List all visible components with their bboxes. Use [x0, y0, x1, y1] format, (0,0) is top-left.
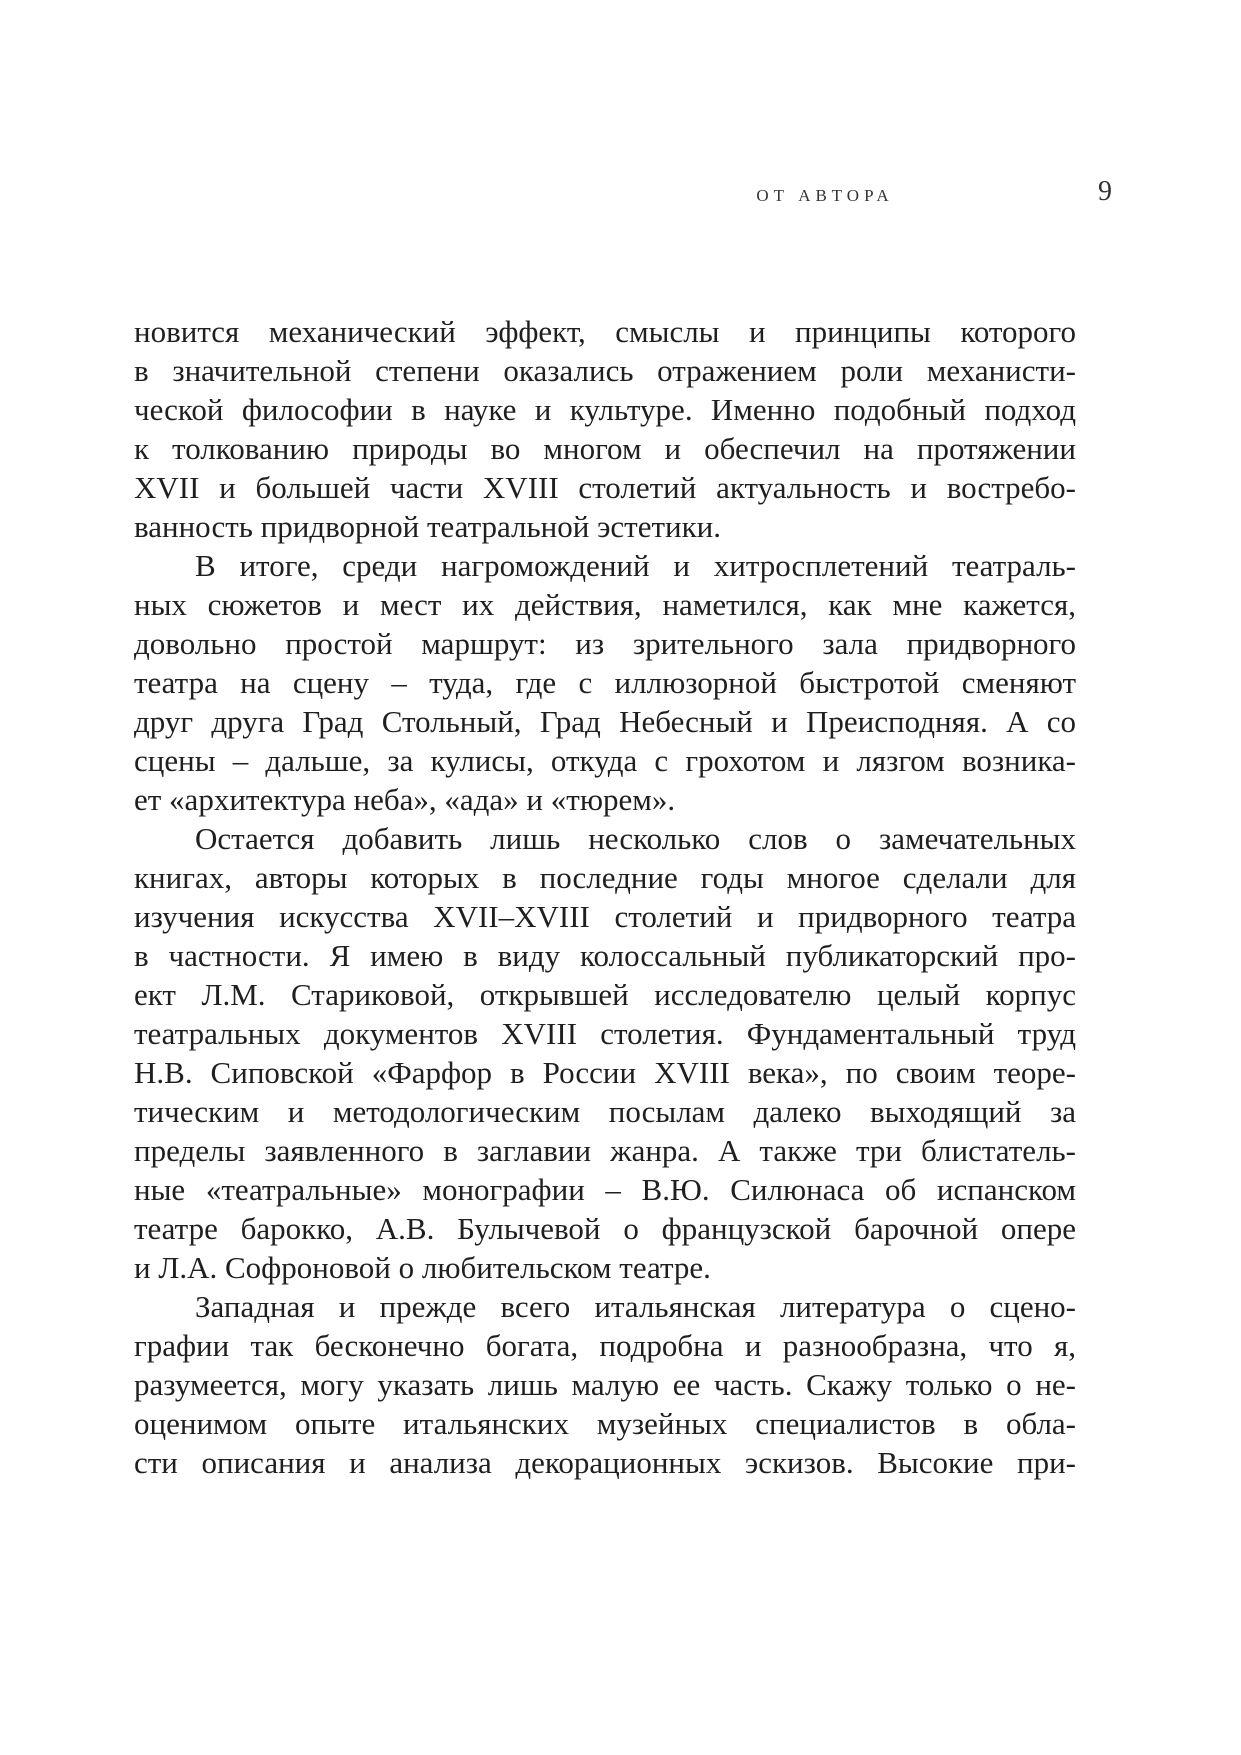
text-line: изучения искусства XVII–XVIII столетий и придворного театра — [134, 899, 1076, 934]
text-line: театра на сцену – туда, где с иллюзорной быстротой сменяют — [134, 665, 1076, 700]
text-line: в значительной степени оказались отражением роли механисти- — [134, 353, 1076, 388]
body-text — [134, 312, 1076, 1482]
text-line: книгах, авторы которых в последние годы многое сделали для — [134, 860, 1076, 895]
text-line: новится механический эффект, смыслы и принципы которого — [134, 314, 1076, 349]
text-line: Н.В. Сиповской «Фарфор в России XVIII века», по своим теоре- — [134, 1055, 1076, 1090]
text-line: XVII и большей части XVIII столетий актуальность и востребо- — [134, 470, 1076, 505]
text-line: в частности. Я имею в виду колоссальный публикаторский про- — [134, 938, 1076, 973]
text-line: В итоге, среди нагромождений и хитросплетений театраль- — [195, 548, 1076, 583]
text-line: довольно простой маршрут: из зрительного зала придворного — [134, 626, 1076, 661]
text-line: и Л.А. Софроновой о любительском театре. — [134, 1250, 711, 1285]
text-line: оценимом опыте итальянских музейных специалистов в обла- — [134, 1406, 1076, 1441]
text-line: друг друга Град Стольный, Град Небесный и Преисподняя. А со — [134, 704, 1076, 739]
text-line: ные «театральные» монографии – В.Ю. Силюнаса об испанском — [134, 1172, 1076, 1207]
text-line: ект Л.М. Стариковой, открывшей исследователю целый корпус — [134, 977, 1076, 1012]
text-line: разумеется, могу указать лишь малую ее часть. Скажу только о не- — [134, 1367, 1076, 1402]
text-line: ческой философии в науке и культуре. Именно подобный подход — [134, 392, 1076, 427]
text-line: сцены – дальше, за кулисы, откуда с грохотом и лязгом возника- — [134, 743, 1076, 778]
text-line: тическим и методологическим посылам далеко выходящий за — [134, 1094, 1076, 1129]
text-line: ванность придворной театральной эстетики. — [134, 509, 721, 544]
page-number: 9 — [1098, 176, 1112, 207]
text-line: Западная и прежде всего итальянская литература о сцено- — [195, 1289, 1076, 1324]
text-line: пределы заявленного в заглавии жанра. А также три блистатель- — [134, 1133, 1076, 1168]
text-line: Остается добавить лишь несколько слов о замечательных — [195, 821, 1076, 856]
text-line: театральных документов XVIII столетия. Фундаментальный труд — [134, 1016, 1076, 1051]
running-head — [0, 0, 1241, 207]
text-line: театре барокко, А.В. Булычевой о французской барочной опере — [134, 1211, 1076, 1246]
running-head-title: ОТ АВТОРА — [756, 186, 894, 205]
text-line: ных сюжетов и мест их действия, наметился, как мне кажется, — [134, 587, 1076, 622]
text-line: ет «архитектура неба», «ада» и «тюрем». — [134, 782, 676, 817]
text-line: графии так бесконечно богата, подробна и разнообразна, что я, — [134, 1328, 1076, 1363]
text-line: к толкованию природы во многом и обеспечил на протяжении — [134, 431, 1076, 466]
text-line: сти описания и анализа декорационных эскизов. Высокие при- — [134, 1445, 1076, 1480]
